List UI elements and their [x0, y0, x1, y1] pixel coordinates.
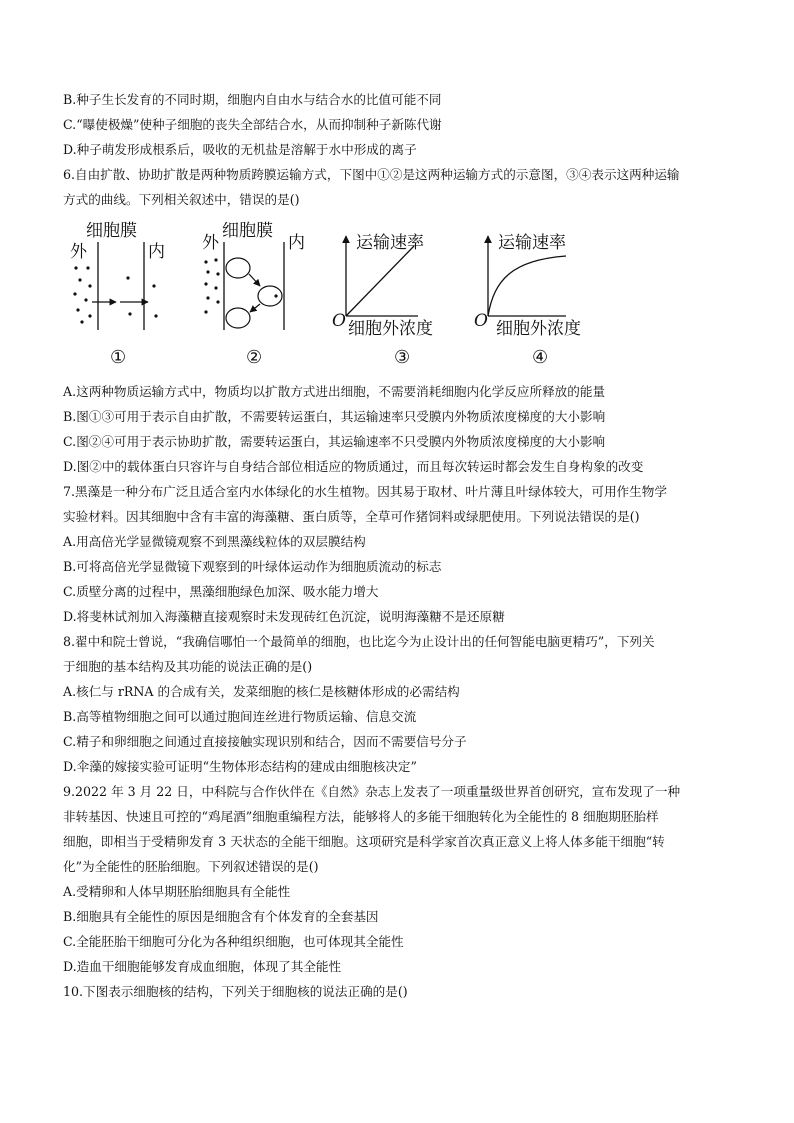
panel-label-2: ② [246, 347, 263, 368]
transport-figure [66, 220, 626, 370]
question-6-stem: 6.自由扩散、协助扩散是两种物质跨膜运输方式，下图中①②是这两种运输方式的示意图，③④表示这两种运输 [63, 167, 680, 182]
question-9-stem-cont-3: 化”为全能性的胚胎细胞。下列叙述错误的是() [63, 859, 319, 874]
question-10-stem: 10.下图表示细胞核的结构，下列关于细胞核的说法正确的是() [63, 984, 408, 999]
option-9d: D.造血干细胞能够发育成血细胞，体现了其全能性 [63, 959, 342, 974]
x-axis-label-3: 细胞外浓度 [348, 319, 433, 339]
y-axis-label-4: 运输速率 [498, 233, 566, 253]
membrane-label-2: 细胞膜 [222, 221, 273, 241]
inside-label-2: 内 [288, 233, 305, 253]
carrier-protein-1 [226, 258, 250, 278]
option-9c: C.全能胚胎干细胞可分化为各种组织细胞，也可体现其全能性 [63, 934, 404, 949]
panel-3-linear-curve [332, 233, 433, 368]
question-7-stem: 7.黑藻是一种分布广泛且适合室内水体绿化的水生植物。因其易于取材、叶片薄且叶绿体较大，可用作生物学 [63, 484, 667, 499]
question-9-stem-cont-2: 细胞，即相当于受精卵发育 3 天状态的全能干细胞。这项研究是科学家首次真正意义上将人体多能干细胞“转 [63, 834, 665, 849]
option-5d: D.种子萌发形成根系后，吸收的无机盐是溶解于水中形成的离子 [63, 142, 417, 157]
molecule-dots-inside-1 [126, 276, 157, 317]
option-6b: B.图①③可用于表示自由扩散，不需要转运蛋白，其运输速率只受膜内外物质浓度梯度的大小影响 [63, 409, 606, 424]
origin-label-4: O [474, 311, 488, 331]
option-7a: A.用高倍光学显微镜观察不到黑藻线粒体的双层膜结构 [63, 534, 366, 549]
option-8d: D.伞藻的嫁接实验可证明“生物体形态结构的建成由细胞核决定” [63, 759, 417, 774]
rate-curve-4 [488, 256, 566, 316]
option-5c: C.“曝使极燥”使种子细胞的丧失全部结合水，从而抑制种子新陈代谢 [63, 117, 442, 132]
option-5b: B.种子生长发育的不同时期，细胞内自由水与结合水的比值可能不同 [63, 92, 442, 107]
option-8b: B.高等植物细胞之间可以通过胞间连丝进行物质运输、信息交流 [63, 709, 417, 724]
x-axis-label-4: 细胞外浓度 [496, 319, 581, 339]
conformation-arrow-1 [249, 274, 260, 286]
question-7-stem-cont: 实验材料。因其细胞中含有丰富的海藻糖、蛋白质等，全草可作猪饲料或绿肥使用。下列说法错误的是() [63, 509, 640, 524]
option-6c: C.图②④可用于表示协助扩散，需要转运蛋白，其运输速率不只受膜内外物质浓度梯度的大小影响 [63, 434, 606, 449]
option-8c: C.精子和卵细胞之间通过直接接触实现识别和结合，因而不需要信号分子 [63, 734, 467, 749]
option-6d: D.图②中的载体蛋白只容许与自身结合部位相适应的物质通过，而且每次转运时都会发生自身构象的改变 [63, 459, 644, 474]
conformation-arrow-2 [250, 304, 260, 312]
question-9-stem: 9.2022 年 3 月 22 日，中科院与合作伙伴在《自然》杂志上发表了一项重量级世界首创研究，宣布发现了一种 [63, 784, 681, 799]
rate-line-3 [346, 246, 414, 316]
question-8-stem: 8.翟中和院士曾说，“我确信哪怕一个最简单的细胞，也比迄今为止设计出的任何智能电脑更精巧”，下列关 [63, 634, 655, 649]
panel-label-3: ③ [394, 347, 411, 368]
panel-label-1: ① [110, 347, 127, 368]
carrier-protein-2 [258, 286, 282, 306]
option-9b: B.细胞具有全能性的原因是细胞含有个体发育的全套基因 [63, 909, 379, 924]
origin-label-3: O [332, 311, 346, 331]
option-9a: A.受精卵和人体早期胚胎细胞具有全能性 [63, 884, 291, 899]
inside-label-1: 内 [148, 242, 165, 262]
panel-4-saturation-curve [474, 233, 581, 368]
panel-1-free-diffusion [70, 221, 165, 368]
option-7c: C.质壁分离的过程中，黑藻细胞绿色加深、吸水能力增大 [63, 584, 379, 599]
question-9-stem-cont-1: 非转基因、快速且可控的“鸡尾酒”细胞重编程方法，能够将人的多能干细胞转化为全能性的 8 细胞期胚胎样 [63, 809, 659, 824]
molecule-dot-inside-2 [274, 294, 277, 297]
option-6a: A.这两种物质运输方式中，物质均以扩散方式进出细胞，不需要消耗细胞内化学反应所释放的能量 [63, 384, 606, 399]
question-6-stem-cont: 方式的曲线。下列相关叙述中，错误的是() [63, 192, 300, 207]
option-7d: D.将斐林试剂加入海藻糖直接观察时未发现砖红色沉淀，说明海藻糖不是还原糖 [63, 609, 505, 624]
transport-figure-svg [66, 220, 626, 370]
molecule-dots-outside-1 [73, 266, 91, 323]
option-7b: B.可将高倍光学显微镜下观察到的叶绿体运动作为细胞质流动的标志 [63, 559, 442, 574]
molecule-dots-outside-2 [204, 258, 219, 313]
membrane-label-1: 细胞膜 [86, 221, 137, 241]
panel-label-4: ④ [532, 347, 549, 368]
panel-2-facilitated-diffusion [202, 221, 305, 368]
carrier-protein-3 [226, 308, 250, 328]
question-8-stem-cont: 于细胞的基本结构及其功能的说法正确的是() [63, 659, 313, 674]
outside-label-2: 外 [202, 233, 219, 253]
y-axis-label-3: 运输速率 [356, 233, 424, 253]
option-8a: A.核仁与 rRNA 的合成有关，发菜细胞的核仁是核糖体形成的必需结构 [63, 684, 460, 699]
outside-label-1: 外 [70, 242, 87, 262]
